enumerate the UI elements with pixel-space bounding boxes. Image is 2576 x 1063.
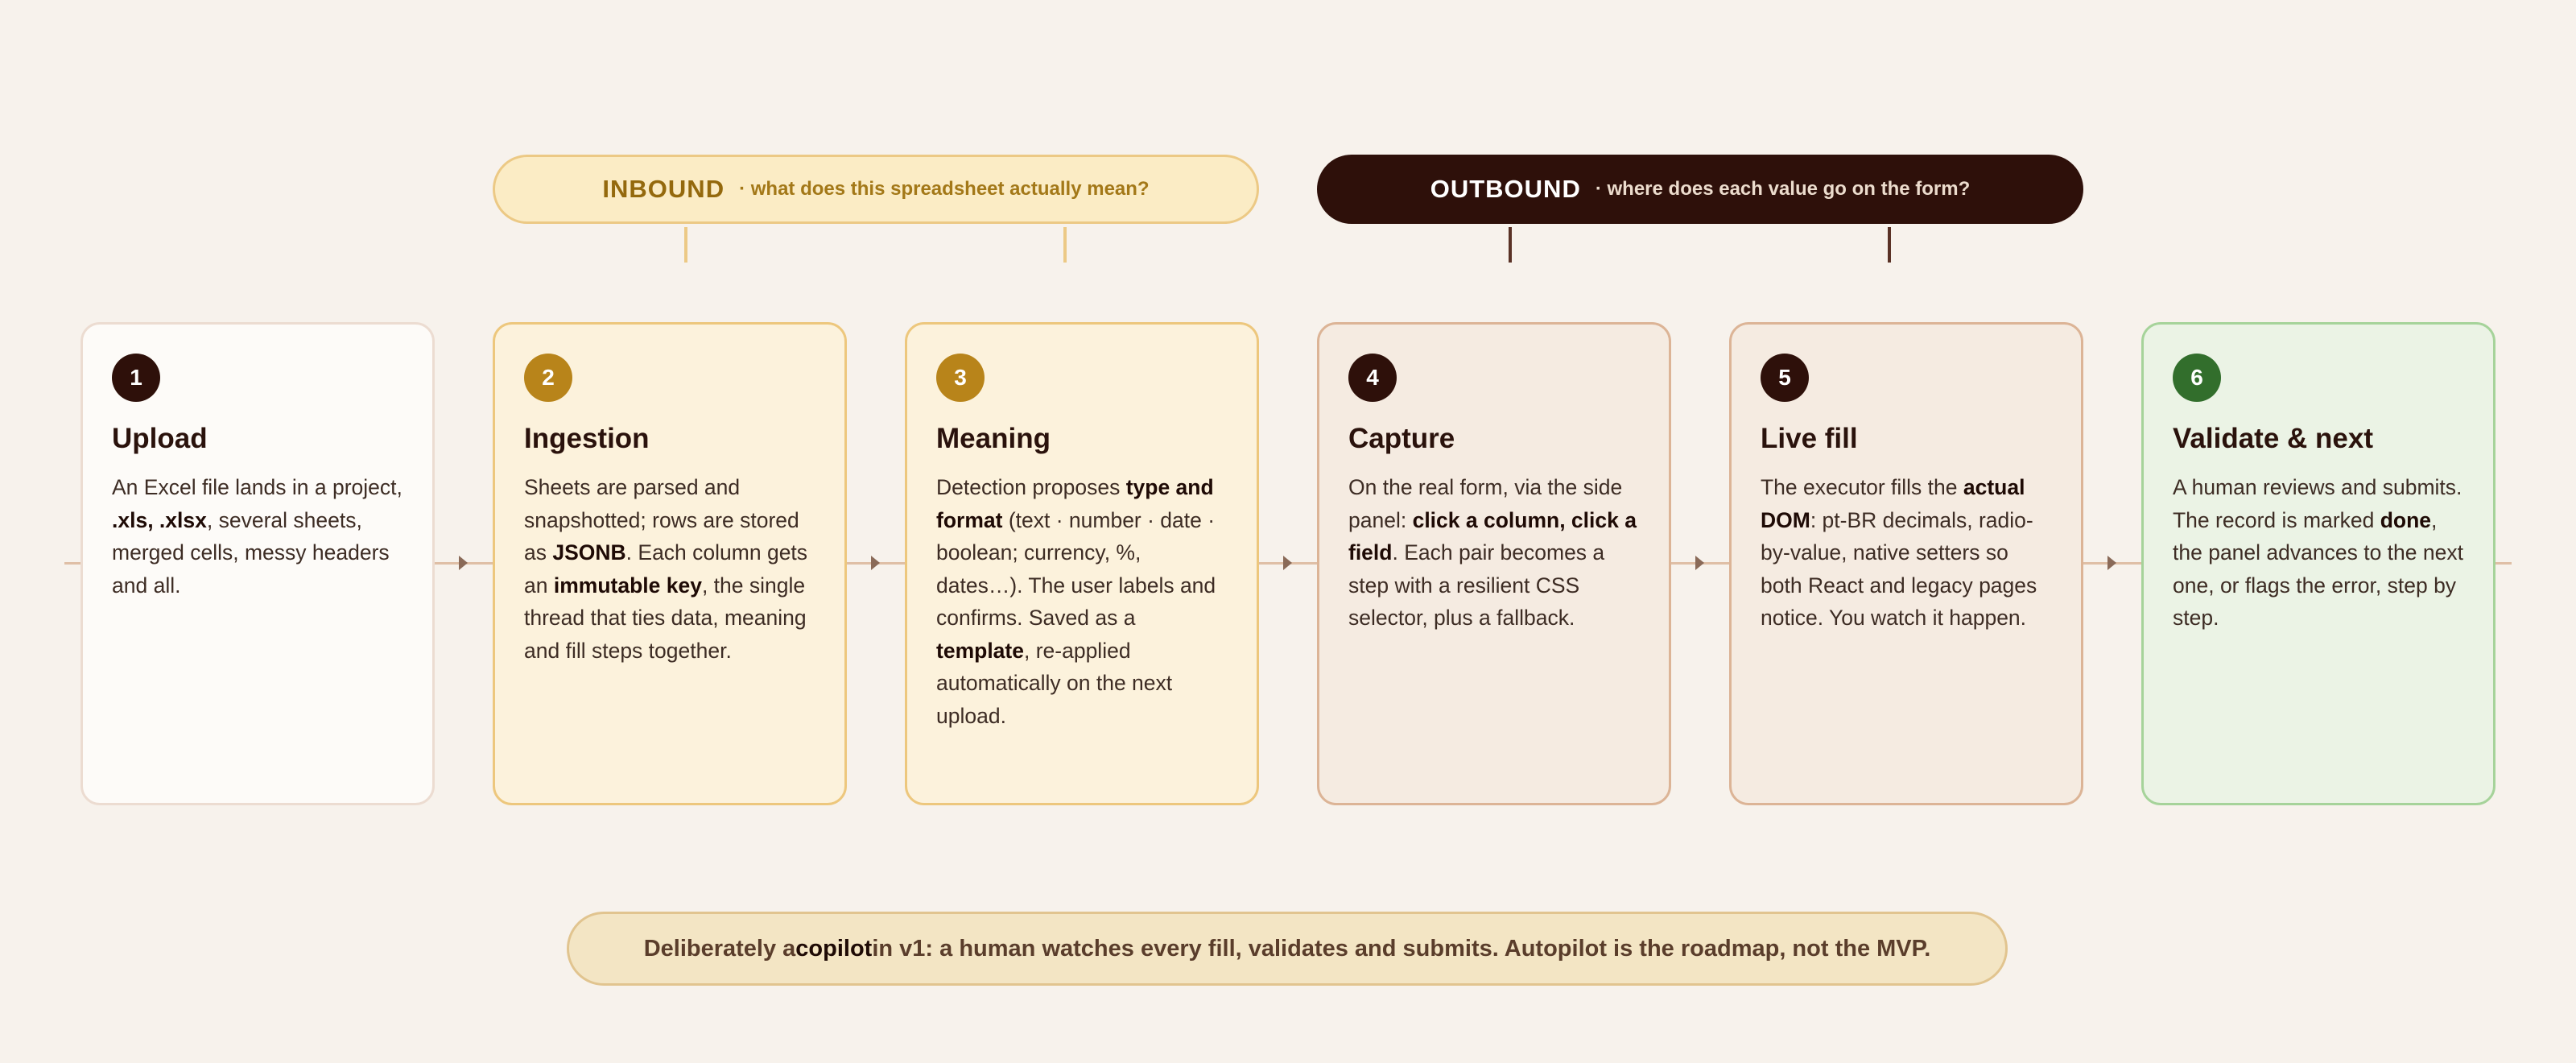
step-card-validate-next (2141, 322, 2496, 805)
flow-arrow-3-4 (1283, 556, 1292, 570)
emphasis-text: template (936, 638, 1024, 663)
emphasis-text: immutable key (553, 573, 702, 598)
outbound-phase-subtitle: · where does each value go on the form? (1595, 178, 1971, 200)
step-card-meaning (905, 322, 1259, 805)
step-card-capture (1317, 322, 1671, 805)
step-card-ingestion (493, 322, 847, 805)
step-title: Meaning (936, 423, 1051, 454)
step-number-badge: 4 (1348, 354, 1397, 402)
step-title: Validate & next (2173, 423, 2373, 454)
outbound-phase-name: OUTBOUND (1430, 175, 1581, 203)
step-number-badge: 2 (524, 354, 572, 402)
step-card-upload (80, 322, 435, 805)
step-number-badge: 3 (936, 354, 985, 402)
outbound-connector-live-fill (1888, 227, 1891, 263)
step-number-badge: 5 (1761, 354, 1809, 402)
flow-arrow-1-2 (459, 556, 468, 570)
step-number-badge: 1 (112, 354, 160, 402)
footer-note-rest: in v1: a human watches every fill, validates and submits. Autopilot is the roadmap, not the MVP. (872, 935, 1931, 962)
step-description: On the real form, via the side panel: click a column, click a field. Each pair becomes a step with a resilient CSS selector, plus a fallback. (1348, 475, 1637, 630)
emphasis-text: done (2380, 507, 2432, 532)
step-title: Ingestion (524, 423, 650, 454)
inbound-connector-ingestion (684, 227, 687, 263)
emphasis-text: JSONB (552, 540, 626, 565)
emphasis-text: type and format (936, 475, 1214, 532)
step-title: Live fill (1761, 423, 1858, 454)
inbound-connector-meaning (1063, 227, 1067, 263)
step-description: A human reviews and submits. The record is marked done, the panel advances to the next one, or flags the error, step by step. (2173, 475, 2463, 630)
step-title: Capture (1348, 423, 1455, 454)
step-card-live-fill (1729, 322, 2083, 805)
step-description: An Excel file lands in a project, .xls, .xlsx, several sheets, merged cells, messy headers and all. (112, 475, 402, 598)
inbound-phase-subtitle: · what does this spreadsheet actually mean? (739, 178, 1150, 200)
step-description: The executor fills the actual DOM: pt-BR decimals, radio-by-value, native setters so both React and legacy pages notice. You watch it happen. (1761, 475, 2037, 630)
emphasis-text: .xls, .xlsx (112, 507, 207, 532)
emphasis-text: click a column, click a field (1348, 507, 1637, 565)
footer-note (567, 912, 2008, 986)
footer-note-emphasis: copilot (795, 935, 873, 962)
flow-arrow-2-3 (871, 556, 880, 570)
inbound-phase-label (493, 155, 1259, 224)
step-number-badge: 6 (2173, 354, 2221, 402)
outbound-connector-capture (1509, 227, 1512, 263)
step-title: Upload (112, 423, 208, 454)
outbound-phase-label (1317, 155, 2083, 224)
emphasis-text: actual DOM (1761, 475, 2025, 532)
step-description: Sheets are parsed and snapshotted; rows are stored as JSONB. Each column gets an immutable key, the single thread that ties data, meaning and fill steps together. (524, 475, 808, 663)
footer-note-lead: Deliberately a (643, 935, 796, 962)
flow-arrow-4-5 (1695, 556, 1704, 570)
step-description: Detection proposes type and format (text · number · date · boolean; currency, %, dates…). The user labels and confirms. Saved as a template, re-applied automatically on the next upload. (936, 475, 1216, 728)
flow-arrow-5-6 (2107, 556, 2116, 570)
inbound-phase-name: INBOUND (602, 175, 725, 203)
